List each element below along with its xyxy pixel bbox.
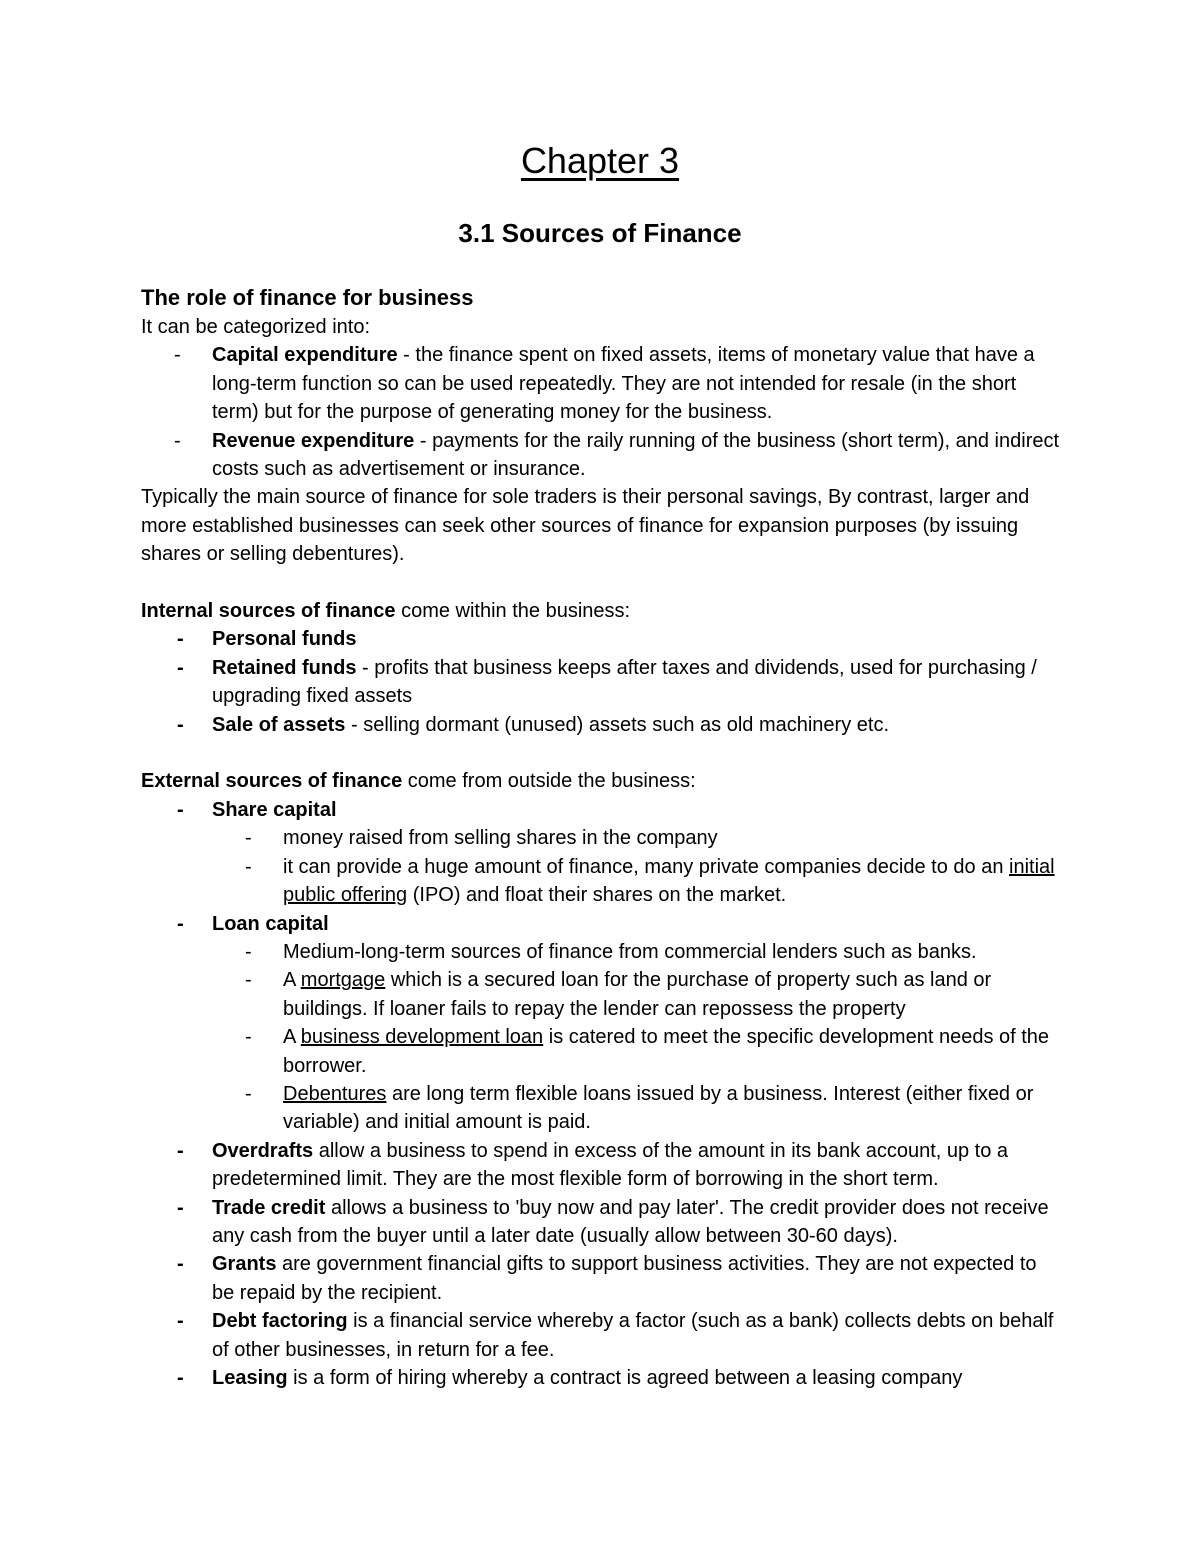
- sublist-item: [212, 1023, 1061, 1080]
- role-paragraph: Typically the main source of finance for sole traders is their personal savings, By contrast, larger and more established businesses can seek other sources of finance for expansion purposes (by issuing shares or selling debentures).: [141, 486, 1030, 566]
- text: A: [283, 1026, 301, 1049]
- sublist-item: [212, 966, 1061, 1023]
- internal-list: [141, 625, 1061, 739]
- definition: allow a business to spend in excess of the amount in its bank account, up to a predetermined limit. They are the most flexible form of borrowing in the short term.: [212, 1139, 1009, 1191]
- internal-intro: [141, 597, 1061, 625]
- role-heading: The role of finance for business: [141, 285, 474, 310]
- list-item: [141, 427, 1061, 484]
- share-sublist: [212, 824, 1061, 909]
- text: which is a secured loan for the purchase of property such as land or buildings. If loaner fails to repay the lender can repossess the property: [283, 969, 992, 1020]
- definition: - profits that business keeps after taxes and dividends, used for purchasing / upgrading fixed assets: [212, 656, 1037, 708]
- list-item: [141, 711, 1061, 739]
- external-list: [141, 796, 1061, 1393]
- list-item: [141, 1364, 1061, 1392]
- text: is catered to meet the specific development needs of the borrower.: [283, 1026, 1050, 1077]
- spacer: [141, 739, 1061, 767]
- section-title: 3.1 Sources of Finance: [458, 218, 742, 248]
- external-lead: External sources of finance: [141, 770, 403, 793]
- definition: is a financial service whereby a factor (such as a bank) collects debts on behalf of other businesses, in return for a fee.: [212, 1310, 1054, 1361]
- list-item: [141, 910, 1061, 1137]
- underlined-term: Debentures: [283, 1082, 387, 1105]
- list-item: [141, 654, 1061, 711]
- role-list: [141, 341, 1061, 483]
- term: Share capital: [212, 798, 337, 821]
- text: (IPO) and float their shares on the market.: [407, 884, 787, 907]
- sublist-item: [212, 1080, 1061, 1137]
- term: Personal funds: [212, 628, 357, 651]
- list-item: [141, 625, 1061, 653]
- sublist-item: - money raised from selling shares in the company: [212, 824, 1061, 852]
- term: Grants: [212, 1253, 277, 1276]
- definition: are government financial gifts to support business activities. They are not expected to be repaid by the recipient.: [212, 1253, 1037, 1304]
- term: Debt factoring: [212, 1310, 348, 1333]
- underlined-term: initial public offering: [283, 855, 1055, 907]
- term: Loan capital: [212, 912, 329, 935]
- definition: - the finance spent on fixed assets, items of monetary value that have a long-term function so can be used repeatedly. They are not intended for resale (in the short term) but for the purpose of generating money for the business.: [212, 344, 1035, 424]
- internal-rest: come within the business:: [395, 600, 631, 623]
- loan-sublist: [212, 938, 1061, 1137]
- definition: is a form of hiring whereby a contract is agreed between a leasing company: [287, 1367, 963, 1389]
- external-intro: [141, 767, 1061, 795]
- list-item: [141, 341, 1061, 426]
- term: Overdrafts: [212, 1139, 314, 1162]
- term: Capital expenditure: [212, 344, 398, 367]
- role-intro: It can be categorized into:: [141, 316, 371, 338]
- sublist-item: - Medium-long-term sources of finance from commercial lenders such as banks.: [212, 938, 1061, 966]
- text: are long term flexible loans issued by a business. Interest (either fixed or variable) and initial amount is paid.: [283, 1082, 1034, 1134]
- definition: - payments for the raily running of the business (short term), and indirect costs such as advertisement or insurance.: [212, 429, 1060, 481]
- list-item: [141, 796, 1061, 910]
- list-item: [141, 1137, 1061, 1194]
- underlined-term: mortgage: [300, 969, 386, 992]
- internal-lead: Internal sources of finance: [141, 600, 396, 623]
- text: A: [283, 969, 301, 992]
- list-item: [141, 1307, 1061, 1364]
- definition: - selling dormant (unused) assets such as old machinery etc.: [345, 713, 890, 736]
- underlined-term: business development loan: [300, 1026, 544, 1049]
- document-body: [141, 283, 1061, 1392]
- term: Leasing: [212, 1367, 288, 1389]
- spacer: [141, 569, 1061, 597]
- term: Trade credit: [212, 1196, 326, 1219]
- text: it can provide a huge amount of finance, many private companies decide to do an: [283, 855, 1010, 878]
- term: Revenue expenditure: [212, 429, 415, 452]
- term: Retained funds: [212, 656, 357, 679]
- sublist-item: [212, 853, 1061, 910]
- list-item: [141, 1250, 1061, 1307]
- term: Sale of assets: [212, 713, 346, 736]
- definition: allows a business to 'buy now and pay later'. The credit provider does not receive any cash from the buyer until a later date (usually allow between 30-60 days).: [212, 1196, 1049, 1247]
- list-item: [141, 1194, 1061, 1251]
- external-rest: come from outside the business:: [402, 770, 696, 793]
- chapter-title: Chapter 3: [520, 140, 680, 181]
